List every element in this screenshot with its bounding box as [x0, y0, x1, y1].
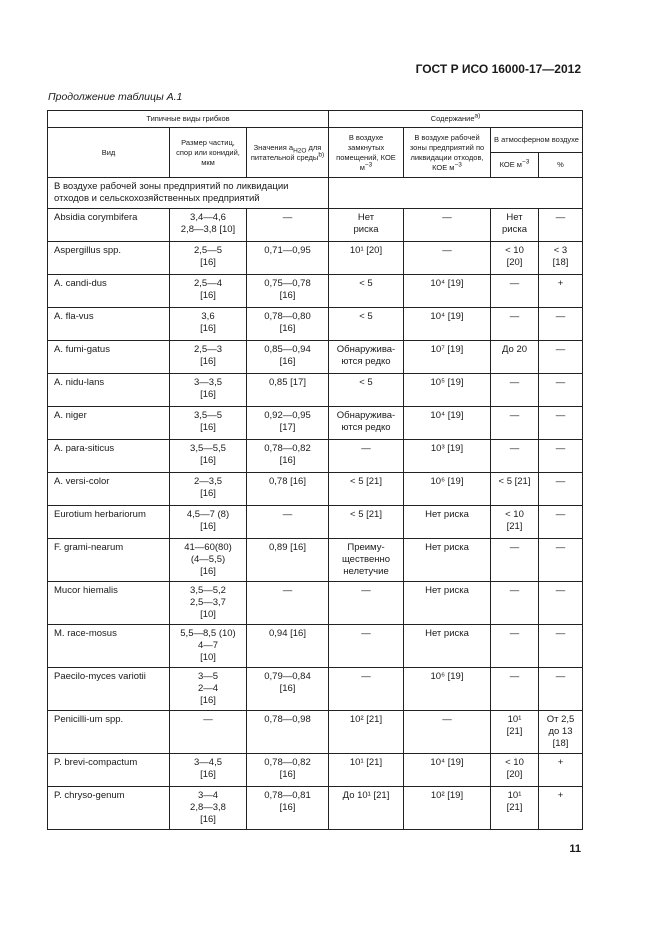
cell-closed-rooms: < 5	[329, 308, 404, 341]
cell-water-activity: 0,78—0,80 [16]	[247, 308, 329, 341]
cell-water-activity: —	[247, 506, 329, 539]
cell-size: 2,5—3 [16]	[170, 341, 247, 374]
cell-species: A. fla-vus	[48, 308, 170, 341]
cell-work-zone: 10⁴ [19]	[404, 754, 491, 787]
cell-work-zone: Нет риска	[404, 625, 491, 668]
cell-species: A. versi-color	[48, 473, 170, 506]
header-work-zone: В воздухе рабочей зоны предприятий по ликвидации отходов, КОЕ $м^{-3}$	[404, 128, 491, 178]
table-row	[48, 539, 583, 582]
cell-atm-percent: —	[539, 341, 583, 374]
cell-water-activity: 0,78—0,81 [16]	[247, 787, 329, 830]
cell-atm-koe: —	[491, 625, 539, 668]
cell-size: 2,5—5 [16]	[170, 242, 247, 275]
cell-closed-rooms: 10² [21]	[329, 711, 404, 754]
header-closed-rooms: В воздухе замкнутых помещений, КОЕ $м^{-3}$	[329, 128, 404, 178]
cell-atm-koe: До 20	[491, 341, 539, 374]
header-koe: КОЕ $м^{-3}$	[491, 153, 539, 178]
cell-closed-rooms: —	[329, 668, 404, 711]
cell-water-activity: —	[247, 209, 329, 242]
header-size: Размер частиц, спор или конидий, мкм	[170, 128, 247, 178]
fungi-table	[47, 110, 583, 830]
cell-size: 3,5—5,2 2,5—3,7 [10]	[170, 582, 247, 625]
cell-atm-koe: < 10 [20]	[491, 242, 539, 275]
cell-atm-koe: —	[491, 440, 539, 473]
cell-species: A. fumi-gatus	[48, 341, 170, 374]
section-empty	[329, 178, 583, 209]
table-row	[48, 209, 583, 242]
cell-closed-rooms: Нет риска	[329, 209, 404, 242]
cell-atm-koe: 10¹ [21]	[491, 711, 539, 754]
cell-species: Penicilli-um spp.	[48, 711, 170, 754]
cell-closed-rooms: < 5	[329, 374, 404, 407]
cell-atm-percent: От 2,5 до 13 [18]	[539, 711, 583, 754]
cell-atm-koe: < 10 [20]	[491, 754, 539, 787]
cell-atm-koe: —	[491, 539, 539, 582]
cell-atm-koe: —	[491, 275, 539, 308]
cell-work-zone: Нет риска	[404, 582, 491, 625]
cell-size: 3—5 2—4 [16]	[170, 668, 247, 711]
cell-size: —	[170, 711, 247, 754]
cell-atm-koe: < 10 [21]	[491, 506, 539, 539]
cell-atm-percent: —	[539, 506, 583, 539]
cell-species: P. chryso-genum	[48, 787, 170, 830]
table-row	[48, 308, 583, 341]
table-row	[48, 440, 583, 473]
cell-closed-rooms: Преиму- щественно нелетучие	[329, 539, 404, 582]
cell-closed-rooms: —	[329, 625, 404, 668]
table-row	[48, 374, 583, 407]
cell-atm-percent: —	[539, 440, 583, 473]
cell-size: 4,5—7 (8) [16]	[170, 506, 247, 539]
table-row	[48, 506, 583, 539]
cell-species: Absidia corymbifera	[48, 209, 170, 242]
cell-species: F. grami-nearum	[48, 539, 170, 582]
cell-species: A. candi-dus	[48, 275, 170, 308]
cell-size: 3,6 [16]	[170, 308, 247, 341]
section-title: В воздухе рабочей зоны предприятий по ликвидации отходов и сельскохозяйственных предприятий	[48, 178, 329, 209]
cell-atm-percent: —	[539, 625, 583, 668]
cell-atm-percent: —	[539, 308, 583, 341]
cell-closed-rooms: 10¹ [21]	[329, 754, 404, 787]
cell-atm-koe: —	[491, 407, 539, 440]
cell-work-zone: 10⁴ [19]	[404, 407, 491, 440]
cell-species: P. brevi-compactum	[48, 754, 170, 787]
cell-size: 3—3,5 [16]	[170, 374, 247, 407]
cell-water-activity: 0,92—0,95 [17]	[247, 407, 329, 440]
cell-atm-koe: < 5 [21]	[491, 473, 539, 506]
cell-species: Aspergillus spp.	[48, 242, 170, 275]
cell-atm-koe: —	[491, 668, 539, 711]
cell-water-activity: 0,85—0,94 [16]	[247, 341, 329, 374]
cell-work-zone: 10⁴ [19]	[404, 308, 491, 341]
cell-work-zone: 10⁴ [19]	[404, 275, 491, 308]
cell-water-activity: 0,71—0,95	[247, 242, 329, 275]
table-row	[48, 787, 583, 830]
cell-water-activity: 0,78—0,82 [16]	[247, 440, 329, 473]
cell-species: M. race-mosus	[48, 625, 170, 668]
cell-work-zone: Нет риска	[404, 506, 491, 539]
table-row	[48, 754, 583, 787]
cell-atm-percent: —	[539, 407, 583, 440]
cell-water-activity: 0,79—0,84 [16]	[247, 668, 329, 711]
header-content-group: Содержание$^{a)}$	[329, 111, 583, 128]
table-row	[48, 407, 583, 440]
cell-size: 5,5—8,5 (10) 4—7 [10]	[170, 625, 247, 668]
cell-atm-koe: —	[491, 582, 539, 625]
cell-atm-koe: 10¹ [21]	[491, 787, 539, 830]
cell-work-zone: 10⁷ [19]	[404, 341, 491, 374]
table-row	[48, 582, 583, 625]
cell-work-zone: 10⁶ [19]	[404, 473, 491, 506]
cell-atm-percent: —	[539, 539, 583, 582]
cell-atm-percent: +	[539, 787, 583, 830]
cell-water-activity: 0,78 [16]	[247, 473, 329, 506]
cell-water-activity: 0,89 [16]	[247, 539, 329, 582]
cell-size: 2,5—4 [16]	[170, 275, 247, 308]
cell-size: 3—4 2,8—3,8 [16]	[170, 787, 247, 830]
cell-water-activity: 0,94 [16]	[247, 625, 329, 668]
page-number: 11	[569, 843, 581, 855]
cell-atm-koe: Нет риска	[491, 209, 539, 242]
table-row	[48, 242, 583, 275]
cell-atm-percent: +	[539, 275, 583, 308]
cell-work-zone: —	[404, 209, 491, 242]
cell-work-zone: 10⁵ [19]	[404, 374, 491, 407]
table-row	[48, 711, 583, 754]
cell-work-zone: —	[404, 242, 491, 275]
table-row	[48, 473, 583, 506]
cell-species: A. para-siticus	[48, 440, 170, 473]
cell-water-activity: 0,85 [17]	[247, 374, 329, 407]
cell-closed-rooms: < 5 [21]	[329, 506, 404, 539]
table-row	[48, 341, 583, 374]
header-fungi-group: Типичные виды грибков	[48, 111, 329, 128]
cell-species: A. nidu-lans	[48, 374, 170, 407]
cell-size: 41—60(80) (4—5,5) [16]	[170, 539, 247, 582]
cell-species: Paecilo-myces variotii	[48, 668, 170, 711]
cell-closed-rooms: < 5	[329, 275, 404, 308]
cell-size: 3—4,5 [16]	[170, 754, 247, 787]
cell-closed-rooms: Обнаружива- ются редко	[329, 407, 404, 440]
table-row	[48, 625, 583, 668]
cell-closed-rooms: < 5 [21]	[329, 473, 404, 506]
cell-size: 3,5—5,5 [16]	[170, 440, 247, 473]
cell-work-zone: 10³ [19]	[404, 440, 491, 473]
cell-atm-percent: —	[539, 668, 583, 711]
cell-closed-rooms: До 10¹ [21]	[329, 787, 404, 830]
header-percent: %	[539, 153, 583, 178]
cell-work-zone: 10⁶ [19]	[404, 668, 491, 711]
cell-atm-percent: +	[539, 754, 583, 787]
cell-water-activity: 0,78—0,98	[247, 711, 329, 754]
header-atmospheric: В атмосферном воздухе	[491, 128, 583, 153]
cell-atm-percent: —	[539, 582, 583, 625]
cell-atm-percent: —	[539, 209, 583, 242]
cell-size: 3,4—4,6 2,8—3,8 [10]	[170, 209, 247, 242]
cell-water-activity: —	[247, 582, 329, 625]
table-caption: Продолжение таблицы А.1	[48, 91, 183, 103]
table-row	[48, 668, 583, 711]
cell-species: Eurotium herbariorum	[48, 506, 170, 539]
cell-closed-rooms: 10¹ [20]	[329, 242, 404, 275]
cell-species: Mucor hiemalis	[48, 582, 170, 625]
cell-atm-koe: —	[491, 374, 539, 407]
header-vid: Вид	[48, 128, 170, 178]
cell-closed-rooms: —	[329, 582, 404, 625]
cell-work-zone: 10² [19]	[404, 787, 491, 830]
cell-atm-percent: —	[539, 473, 583, 506]
cell-work-zone: —	[404, 711, 491, 754]
cell-atm-percent: —	[539, 374, 583, 407]
cell-water-activity: 0,78—0,82 [16]	[247, 754, 329, 787]
cell-size: 3,5—5 [16]	[170, 407, 247, 440]
cell-water-activity: 0,75—0,78 [16]	[247, 275, 329, 308]
table-row	[48, 275, 583, 308]
cell-work-zone: Нет риска	[404, 539, 491, 582]
header-water-activity: Значения $a_{H2O}$ для питательной среды$^{b)}$	[247, 128, 329, 178]
cell-size: 2—3,5 [16]	[170, 473, 247, 506]
cell-closed-rooms: Обнаружива- ются редко	[329, 341, 404, 374]
cell-species: A. niger	[48, 407, 170, 440]
cell-closed-rooms: —	[329, 440, 404, 473]
document-header: ГОСТ Р ИСО 16000-17—2012	[415, 62, 581, 76]
cell-atm-koe: —	[491, 308, 539, 341]
cell-atm-percent: < 3 [18]	[539, 242, 583, 275]
